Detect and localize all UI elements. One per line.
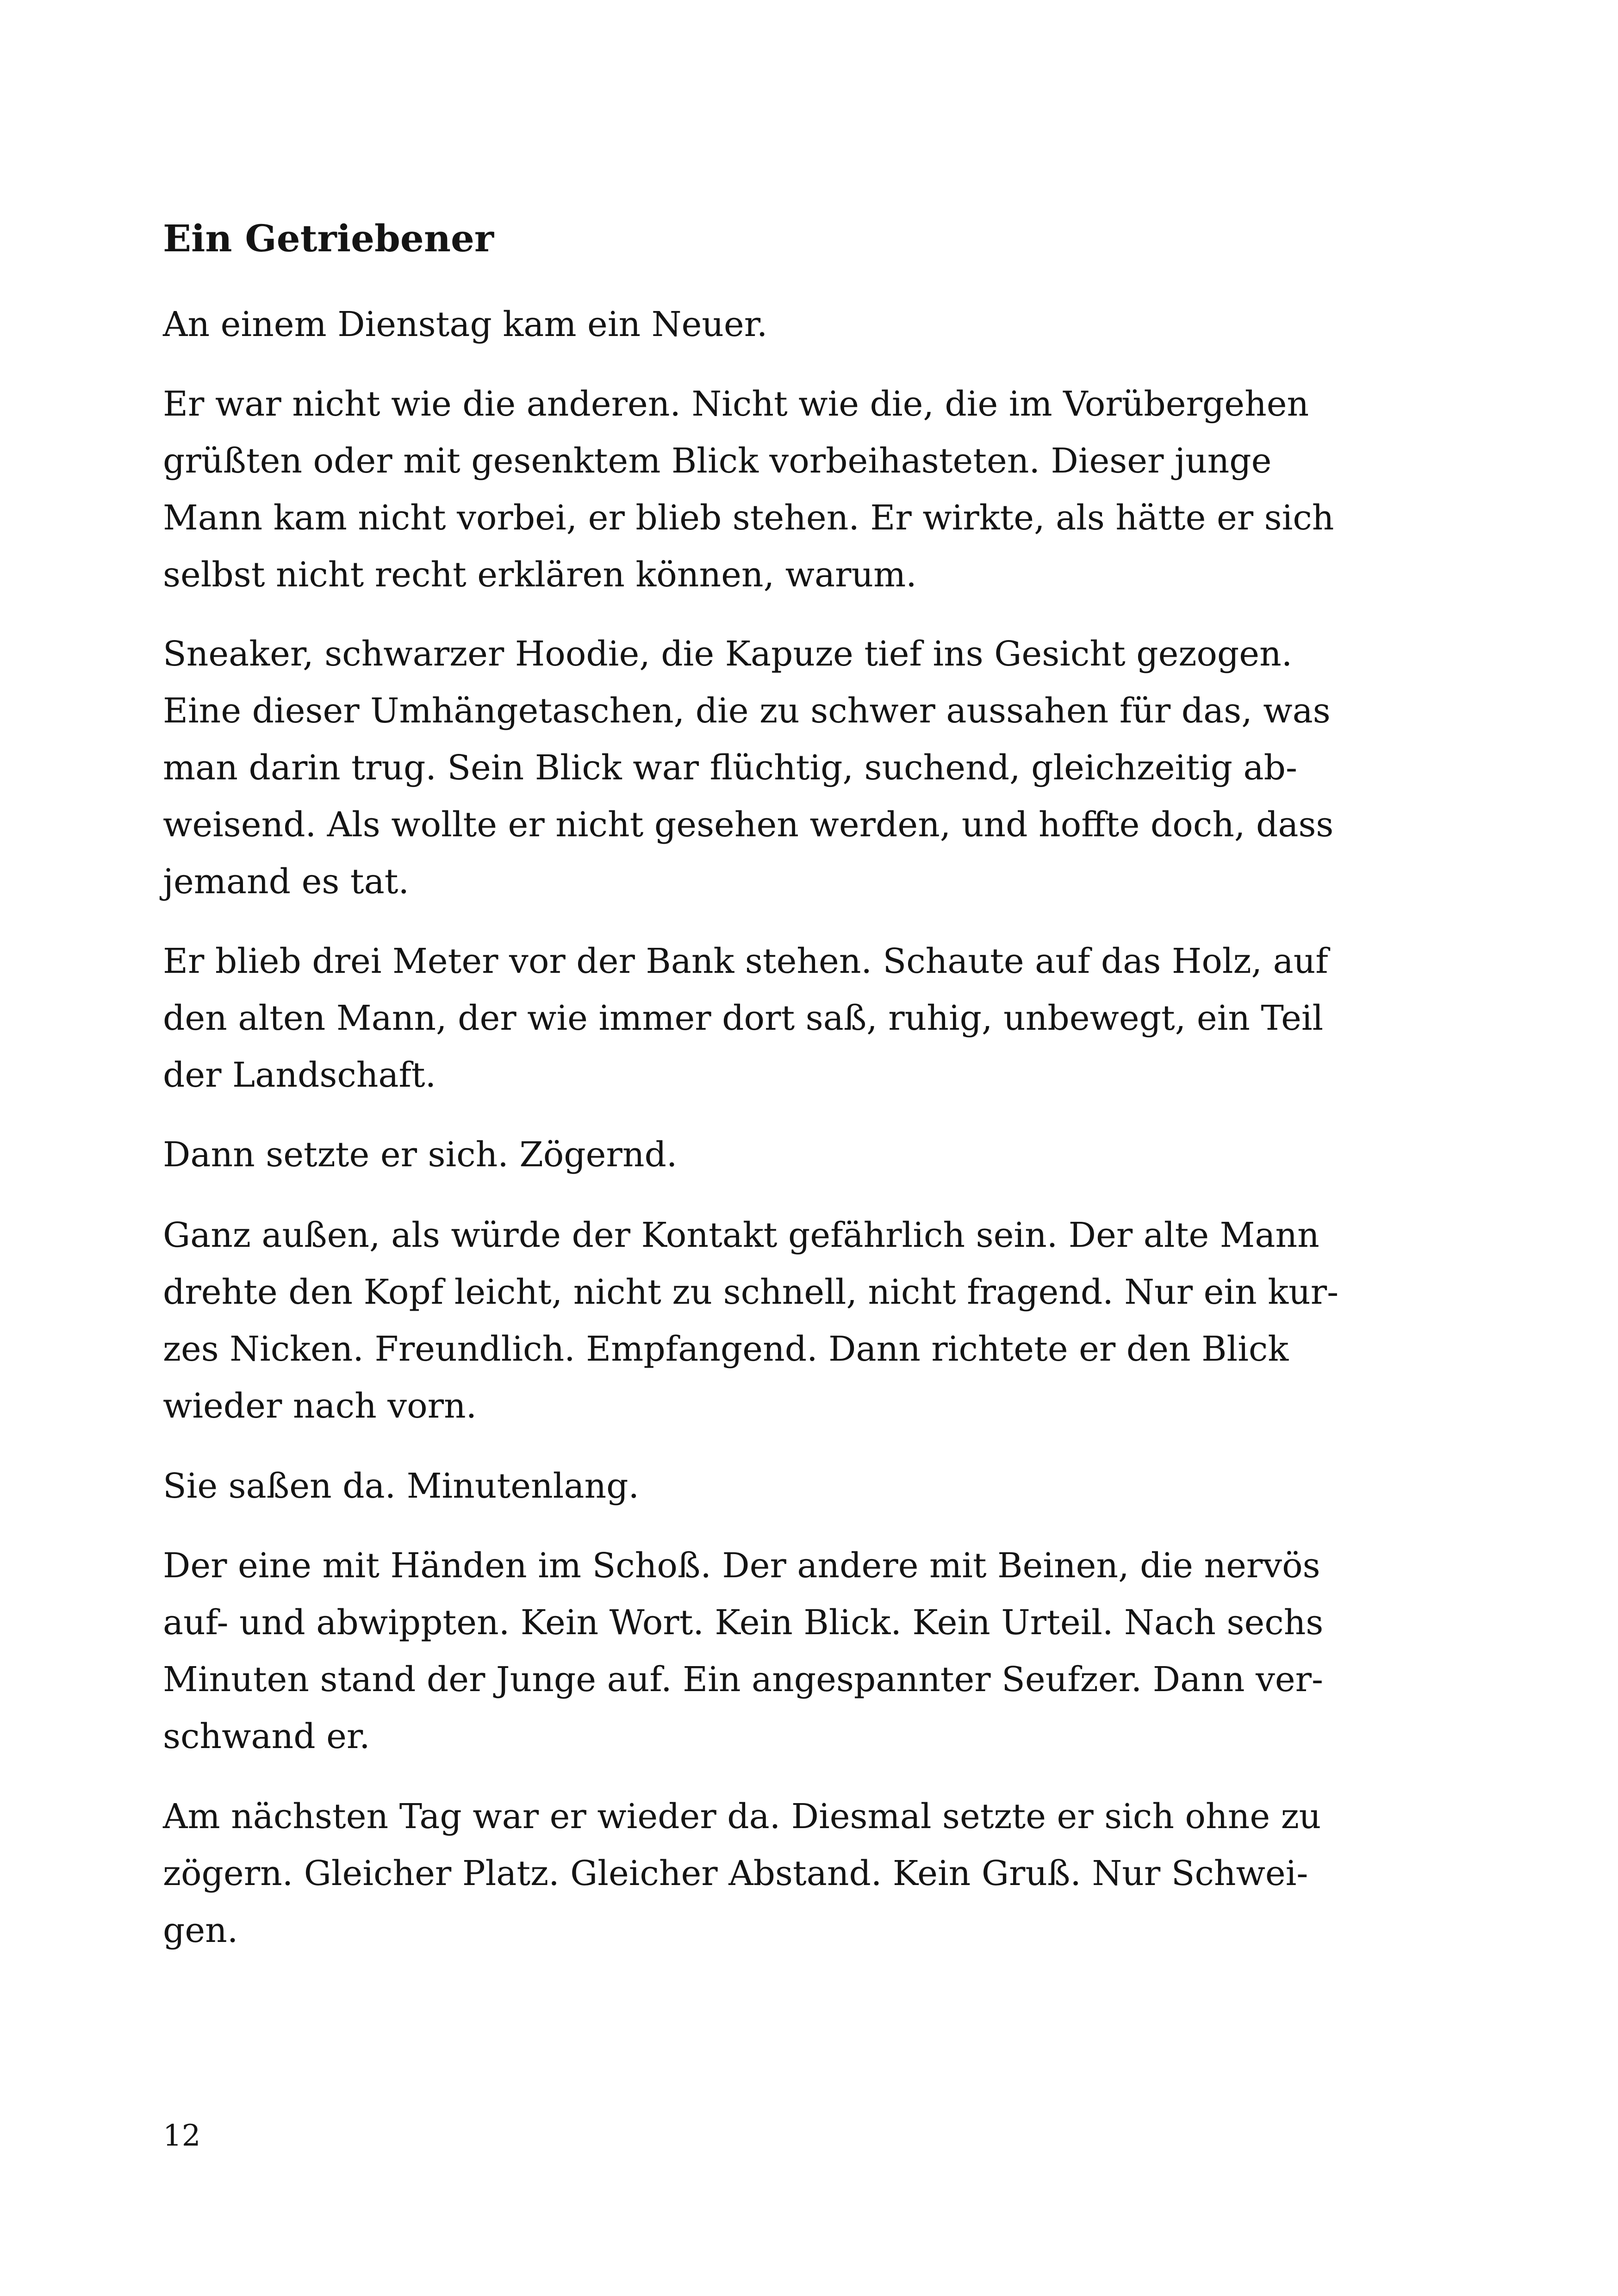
text-line: drehte den Kopf leicht, nicht zu schnell, nicht fragend. Nur ein kur-: [163, 1272, 1339, 1312]
paragraph-9: [163, 1788, 1321, 1959]
text-line: Sneaker, schwarzer Hoodie, die Kapuze tief ins Gesicht gezogen.: [163, 634, 1293, 674]
text-line: weisend. Als wollte er nicht gesehen werden, und hoffte doch, dass: [163, 805, 1334, 845]
paragraph-4: [163, 933, 1328, 1104]
paragraph-3: [163, 626, 1333, 910]
paragraph-1: [163, 296, 767, 353]
paragraph-7: [163, 1458, 639, 1515]
text-line: gen.: [163, 1910, 238, 1950]
text-line: auf- und abwippten. Kein Wort. Kein Blick. Kein Urteil. Nach sechs: [163, 1603, 1324, 1643]
text-line: Der eine mit Händen im Schoß. Der andere mit Beinen, die nervös: [163, 1546, 1320, 1586]
text-line: selbst nicht recht erklären können, warum.: [163, 555, 917, 595]
paragraph-8: [163, 1537, 1323, 1765]
text-line: jemand es tat.: [163, 862, 409, 902]
text-line: der Landschaft.: [163, 1055, 436, 1095]
text-line: Er war nicht wie die anderen. Nicht wie die, die im Vorübergehen: [163, 384, 1309, 424]
text-line: Er blieb drei Meter vor der Bank stehen. Schaute auf das Holz, auf: [163, 941, 1328, 981]
text-line: Am nächsten Tag war er wieder da. Diesmal setzte er sich ohne zu: [163, 1797, 1321, 1836]
text-line: grüßten oder mit gesenktem Blick vorbeihasteten. Dieser junge: [163, 441, 1272, 481]
paragraph-6: [163, 1207, 1338, 1435]
text-line: man darin trug. Sein Blick war flüchtig, suchend, gleichzeitig ab-: [163, 748, 1297, 788]
chapter-title: Ein Getriebener: [163, 217, 494, 260]
page-number: 12: [163, 2119, 201, 2153]
paragraph-2: [163, 376, 1334, 604]
text-line: An einem Dienstag kam ein Neuer.: [163, 305, 768, 344]
text-line: Mann kam nicht vorbei, er blieb stehen. Er wirkte, als hätte er sich: [163, 498, 1334, 538]
text-line: den alten Mann, der wie immer dort saß, ruhig, unbewegt, ein Teil: [163, 998, 1324, 1038]
text-line: Sie saßen da. Minutenlang.: [163, 1466, 639, 1506]
text-line: Dann setzte er sich. Zögernd.: [163, 1135, 678, 1175]
text-line: wieder nach vorn.: [163, 1386, 477, 1426]
text-line: schwand er.: [163, 1717, 370, 1756]
paragraph-5: [163, 1126, 677, 1183]
text-line: Minuten stand der Junge auf. Ein angespannter Seufzer. Dann ver-: [163, 1660, 1324, 1699]
text-line: Eine dieser Umhängetaschen, die zu schwer aussahen für das, was: [163, 691, 1331, 731]
text-line: zes Nicken. Freundlich. Empfangend. Dann richtete er den Blick: [163, 1329, 1289, 1369]
text-line: Ganz außen, als würde der Kontakt gefährlich sein. Der alte Mann: [163, 1215, 1319, 1255]
text-line: zögern. Gleicher Platz. Gleicher Abstand. Kein Gruß. Nur Schwei-: [163, 1854, 1308, 1893]
